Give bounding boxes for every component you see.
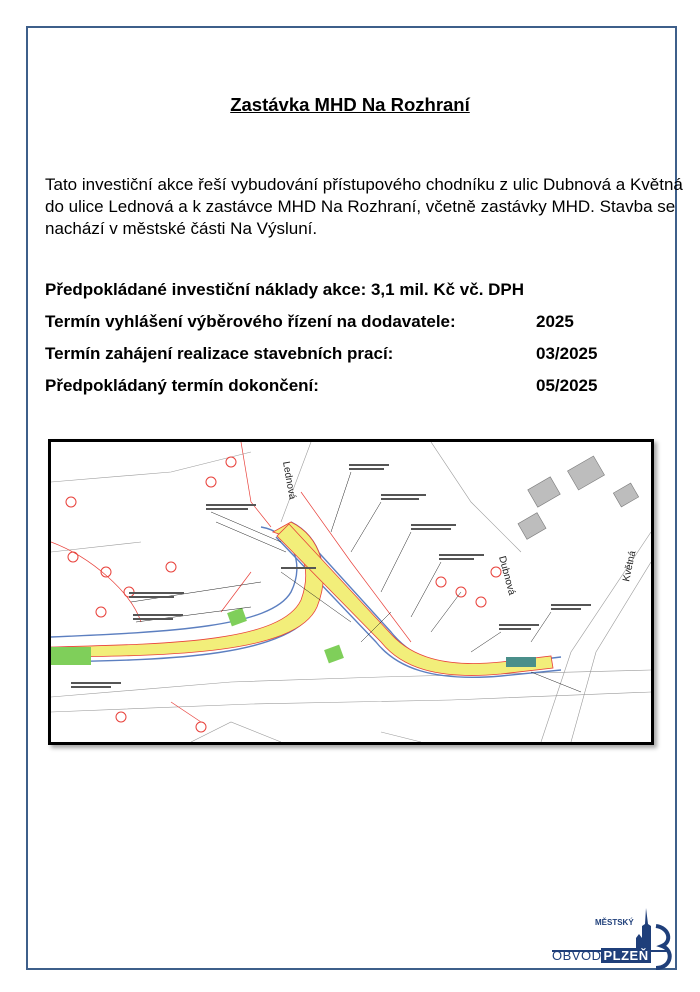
construction-plan-image <box>48 439 654 745</box>
logo-word-obvod: OBVOD <box>552 948 602 963</box>
city-district-logo <box>548 906 678 972</box>
fact-tender-label: Termín vyhlášení výběrového řízení na dodavatele: <box>45 312 456 331</box>
plan-street-kvetna: Květná <box>621 549 639 583</box>
fact-end-label: Předpokládaný termín dokončení: <box>45 376 319 395</box>
fact-cost-text: Předpokládané investiční náklady akce: 3,1 mil. Kč vč. DPH <box>45 280 525 299</box>
logo-main-text <box>552 948 651 963</box>
fact-end <box>45 376 665 408</box>
logo-word-plzen: PLZEŇ <box>603 948 649 963</box>
plan-street-lednova: Lednová <box>280 460 298 501</box>
fact-cost <box>45 280 665 312</box>
plan-street-dubnova: Dubnová <box>496 554 518 597</box>
fact-start-value: 03/2025 <box>536 344 598 363</box>
fact-start-label: Termín zahájení realizace stavebních prací: <box>45 344 394 363</box>
facts-list <box>45 280 665 408</box>
plan-drawing <box>51 442 651 742</box>
intro-paragraph: Tato investiční akce řeší vybudování přístupového chodníku z ulic Dubnová a Květná do ulice Lednová a k zastávce MHD Na Rozhraní, včetně zastávky MHD. Stavba se nachází v městské části Na Výsluní. <box>45 175 683 238</box>
logo-small-text: MĚSTSKÝ <box>595 918 634 927</box>
fact-end-value: 05/2025 <box>536 376 598 395</box>
fact-start <box>45 344 665 376</box>
fact-tender <box>45 312 665 344</box>
page-title: Zastávka MHD Na Rozhraní <box>230 94 470 115</box>
fact-tender-value: 2025 <box>536 312 574 331</box>
